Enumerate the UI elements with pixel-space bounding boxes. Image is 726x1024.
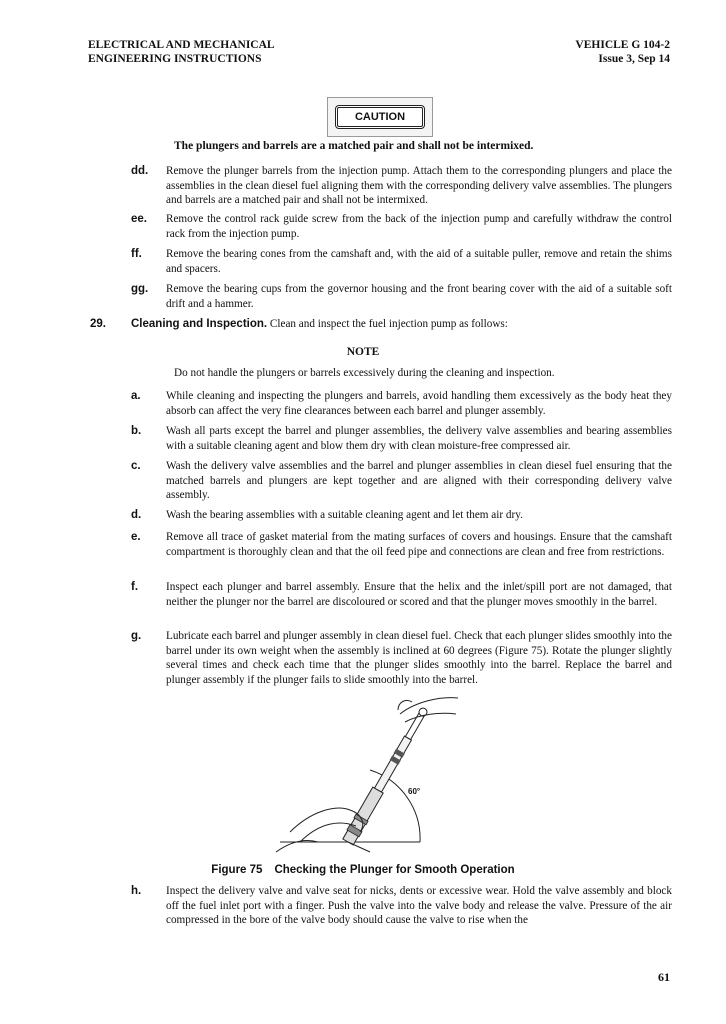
step-text: Wash the delivery valve assemblies and the barrel and plunger assemblies in clean diesel fuel ensuring that the matched barrels and plungers are kept together and are aligned with their corresponding delivery valve assembly.	[166, 460, 672, 502]
figure-plunger-illustration	[270, 692, 470, 856]
step-label: b.	[131, 425, 142, 437]
document-header-right	[575, 38, 670, 66]
header-vehicle: VEHICLE G 104-2	[575, 39, 670, 51]
section-number: 29.	[90, 318, 106, 330]
step-label: ee.	[131, 213, 147, 225]
caution-text: The plungers and barrels are a matched pair and shall not be intermixed.	[174, 140, 534, 152]
angle-label: 60°	[408, 787, 421, 796]
caution-label: CAUTION	[335, 105, 425, 129]
upper-hand-outline	[398, 698, 458, 722]
figure-stroke	[348, 842, 370, 852]
step-text: Inspect the delivery valve and valve seat for nicks, dents or excessive wear. Hold the valve assembly and block off the fuel inlet port with a finger. Push the valve into the valve body and release the valve. Pressure of the air compressed in the bore of the valve body should cause the valve to rise when the	[166, 885, 672, 927]
step-text: Inspect each plunger and barrel assembly. Ensure that the helix and the inlet/spill port are not damaged, that neither the plunger nor the barrel are discoloured or scored and that the plunger moves smoothly in the barrel.	[166, 581, 672, 608]
step-text: Wash all parts except the barrel and plunger assemblies, the delivery valve assemblies and bearing assemblies with a suitable cleaning agent and blow them dry with clean moisture-free compressed air.	[166, 425, 672, 452]
page-number: 61	[658, 970, 670, 984]
step-text: Remove all trace of gasket material from the mating surfaces of covers and housings. Ensure that the camshaft compartment is thoroughly clean and that the oil feed pipe and connections are clean and free from restrictions.	[166, 531, 672, 558]
step-label: h.	[131, 885, 142, 897]
header-title-line1: ELECTRICAL AND MECHANICAL	[88, 39, 275, 51]
caution-graphic	[327, 97, 433, 137]
section-title-line	[131, 318, 671, 330]
step-text: Remove the plunger barrels from the injection pump. Attach them to the corresponding plungers and place the assemblies in the clean diesel fuel aligning them with the corresponding delivery valve assemblies. The plungers and barrels are a matched pair and shall not be intermixed.	[166, 165, 672, 207]
plunger-assembly	[342, 705, 431, 845]
step-text: Remove the control rack guide screw from the back of the injection pump and carefully withdraw the control rack from the injection pump.	[166, 213, 672, 240]
step-text: Remove the bearing cones from the camshaft and, with the aid of a suitable puller, remove and retain the shims and spacers.	[166, 248, 672, 275]
figure-number: Figure 75	[211, 864, 263, 876]
step-label: a.	[131, 390, 141, 402]
step-text: Lubricate each barrel and plunger assembly in clean diesel fuel. Check that each plunger slides smoothly into the barrel under its own weight when the assembly is inclined at 60 degrees (Figure 75). Rotate the plunger slightly several times and check each time that the plunger slides smoothly into the barrel. Replace the barrel and plunger assembly if the plunger fails to slide smoothly into the barrel.	[166, 630, 672, 686]
step-label: g.	[131, 630, 142, 642]
step-label: e.	[131, 531, 141, 543]
step-label: dd.	[131, 165, 149, 177]
figure-title: Checking the Plunger for Smooth Operation	[274, 864, 515, 876]
header-issue: Issue 3, Sep 14	[598, 53, 670, 65]
step-label: c.	[131, 460, 141, 472]
step-label: gg.	[131, 283, 149, 295]
step-text: Wash the bearing assemblies with a suitable cleaning agent and let them air dry.	[166, 509, 523, 521]
document-header-left	[88, 38, 275, 66]
step-text: While cleaning and inspecting the plungers and barrels, avoid handling them excessively as the body heat they absorb can affect the very fine clearances between each barrel and plunger assembly.	[166, 390, 672, 417]
section-intro: Clean and inspect the fuel injection pump as follows:	[269, 318, 508, 330]
note-text: Do not handle the plungers or barrels excessively during the cleaning and inspection.	[174, 367, 555, 379]
step-label: f.	[131, 581, 139, 593]
angle-arc	[370, 770, 420, 842]
note-heading: NOTE	[346, 346, 380, 358]
header-title-line2: ENGINEERING INSTRUCTIONS	[88, 53, 262, 65]
figure-caption	[0, 864, 726, 876]
step-label: d.	[131, 509, 142, 521]
step-label: ff.	[131, 248, 142, 260]
section-title: Cleaning and Inspection.	[131, 318, 268, 330]
step-text: Remove the bearing cups from the governor housing and the front bearing cover with the aid of a suitable soft drift and a hammer.	[166, 283, 672, 310]
